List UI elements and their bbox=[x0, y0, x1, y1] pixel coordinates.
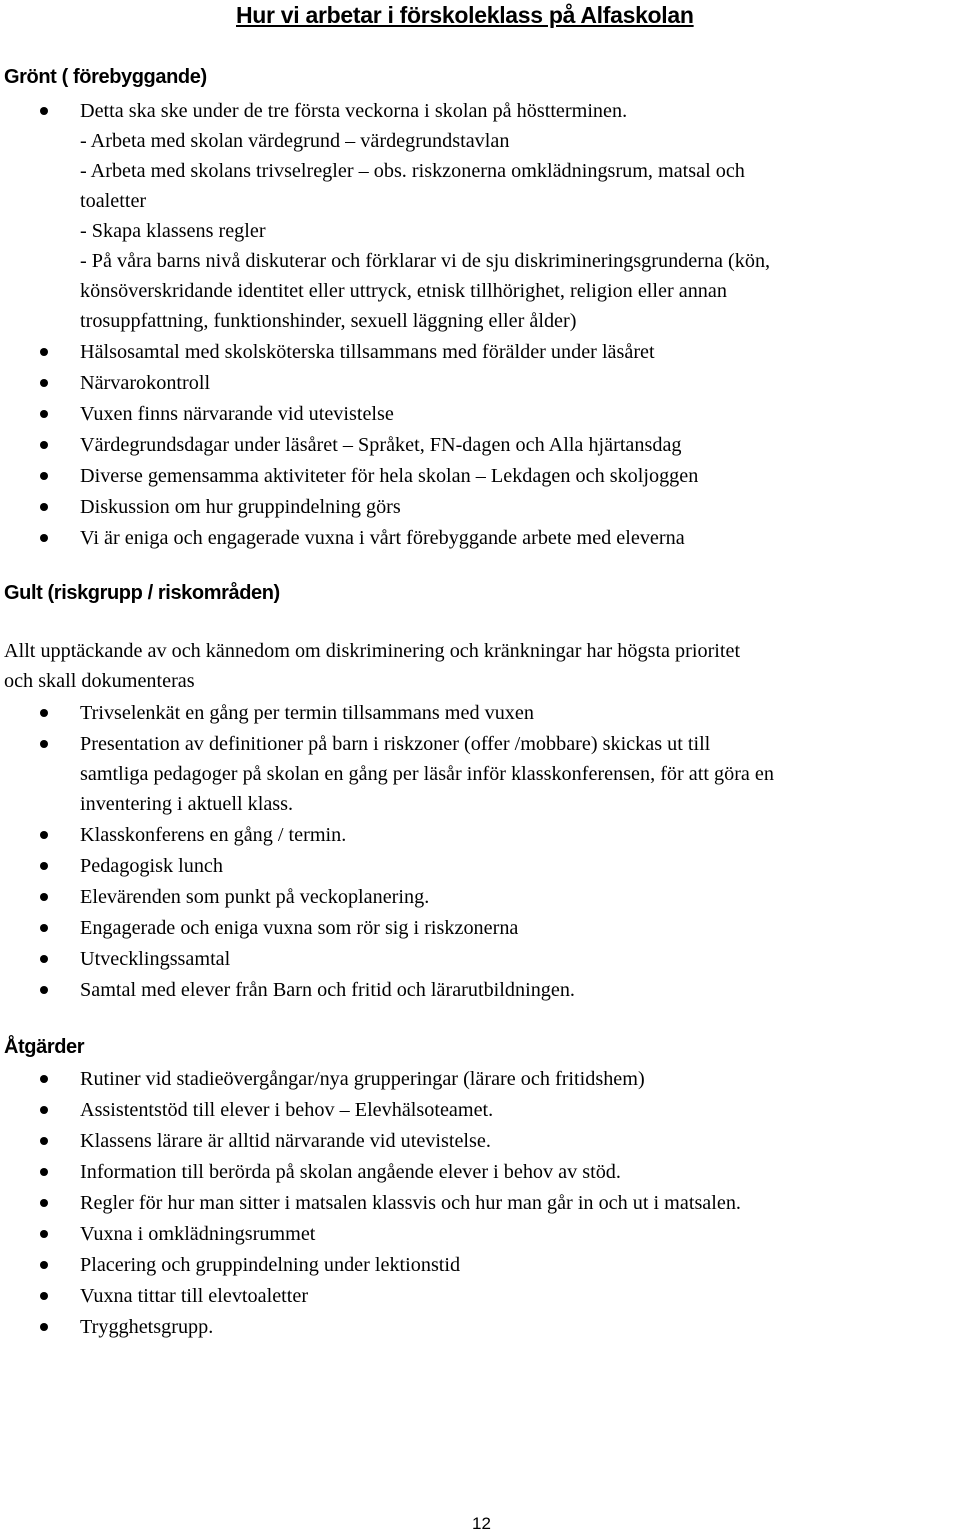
list-item-line: - Skapa klassens regler bbox=[80, 220, 266, 242]
bullet-icon bbox=[40, 472, 48, 480]
bullet-icon bbox=[40, 1292, 48, 1300]
list-item-line: Detta ska ske under de tre första veckorna i skolan på höstterminen. bbox=[80, 100, 628, 122]
list-item-line: Klasskonferens en gång / termin. bbox=[80, 824, 347, 846]
bullet-icon bbox=[40, 441, 48, 449]
list-item-line: Diverse gemensamma aktiviteter för hela skolan – Lekdagen och skoljoggen bbox=[80, 465, 699, 487]
list-item bbox=[0, 1281, 960, 1311]
page-title: Hur vi arbetar i förskoleklass på Alfaskolan bbox=[236, 2, 694, 28]
list-item-line: Trygghetsgrupp. bbox=[80, 1316, 214, 1338]
bullet-icon bbox=[40, 1168, 48, 1176]
list-item-line: Diskussion om hur gruppindelning görs bbox=[80, 496, 401, 518]
bullet-icon bbox=[40, 862, 48, 870]
list-item bbox=[0, 1219, 960, 1249]
list-item bbox=[0, 1250, 960, 1280]
list-item bbox=[0, 96, 960, 336]
bullet-icon bbox=[40, 1323, 48, 1331]
bullet-icon bbox=[40, 709, 48, 717]
bullet-icon bbox=[40, 986, 48, 994]
bullet-icon bbox=[40, 740, 48, 748]
list-item-line: Hälsosamtal med skolsköterska tillsammans med förälder under läsåret bbox=[80, 341, 655, 363]
list-item bbox=[0, 368, 960, 398]
list-item bbox=[0, 1312, 960, 1342]
bullet-icon bbox=[40, 410, 48, 418]
bullet-icon bbox=[40, 379, 48, 387]
list-item-line: Rutiner vid stadieövergångar/nya grupperingar (lärare och fritidshem) bbox=[80, 1068, 645, 1090]
bullet-icon bbox=[40, 831, 48, 839]
bullet-icon bbox=[40, 924, 48, 932]
bullet-icon bbox=[40, 1230, 48, 1238]
list-item bbox=[0, 820, 960, 850]
yellow-list bbox=[0, 698, 960, 1006]
yellow-intro-line-1: Allt upptäckande av och kännedom om diskriminering och kränkningar har högsta prioritet bbox=[4, 640, 741, 662]
list-item-line: - Arbeta med skolans trivselregler – obs. riskzonerna omklädningsrum, matsal och bbox=[80, 160, 745, 182]
list-item bbox=[0, 944, 960, 974]
list-item-line: Vuxna tittar till elevtoaletter bbox=[80, 1285, 309, 1307]
list-item bbox=[0, 882, 960, 912]
list-item-line: Värdegrundsdagar under läsåret – Språket, FN-dagen och Alla hjärtansdag bbox=[80, 434, 682, 456]
bullet-icon bbox=[40, 1137, 48, 1145]
list-item-line: Elevärenden som punkt på veckoplanering. bbox=[80, 886, 430, 908]
list-item-line: Vuxen finns närvarande vid utevistelse bbox=[80, 403, 394, 425]
bullet-icon bbox=[40, 893, 48, 901]
list-item bbox=[0, 975, 960, 1005]
list-item bbox=[0, 1126, 960, 1156]
list-item bbox=[0, 698, 960, 728]
bullet-icon bbox=[40, 1106, 48, 1114]
list-item bbox=[0, 523, 960, 553]
section-heading-actions: Åtgärder bbox=[4, 1036, 85, 1058]
actions-list bbox=[0, 1064, 960, 1343]
list-item-line: trosuppfattning, funktionshinder, sexuell läggning eller ålder) bbox=[80, 310, 577, 332]
list-item bbox=[0, 430, 960, 460]
bullet-icon bbox=[40, 1199, 48, 1207]
list-item-line: Presentation av definitioner på barn i riskzoner (offer /mobbare) skickas ut till bbox=[80, 733, 711, 755]
list-item bbox=[0, 729, 960, 819]
list-item bbox=[0, 1095, 960, 1125]
list-item-line: Närvarokontroll bbox=[80, 372, 211, 394]
bullet-icon bbox=[40, 1261, 48, 1269]
list-item-line: - På våra barns nivå diskuterar och förklarar vi de sju diskrimineringsgrunderna (kön, bbox=[80, 250, 771, 272]
yellow-intro-line-2: och skall dokumenteras bbox=[4, 670, 195, 692]
list-item bbox=[0, 399, 960, 429]
list-item-line: Engagerade och eniga vuxna som rör sig i riskzonerna bbox=[80, 917, 519, 939]
list-item-line: inventering i aktuell klass. bbox=[80, 793, 294, 815]
list-item-line: könsöverskridande identitet eller uttryck, etnisk tillhörighet, religion eller annan bbox=[80, 280, 727, 302]
list-item-line: Klassens lärare är alltid närvarande vid utevistelse. bbox=[80, 1130, 491, 1152]
yellow-intro bbox=[4, 636, 956, 696]
list-item-line: toaletter bbox=[80, 190, 147, 212]
list-item-line: samtliga pedagoger på skolan en gång per läsår inför klasskonferensen, för att göra en bbox=[80, 763, 774, 785]
green-list bbox=[0, 96, 960, 554]
list-item-line: Information till berörda på skolan angående elever i behov av stöd. bbox=[80, 1161, 621, 1183]
section-heading-green: Grönt ( förebyggande) bbox=[4, 66, 207, 88]
list-item-line: Pedagogisk lunch bbox=[80, 855, 223, 877]
bullet-icon bbox=[40, 348, 48, 356]
list-item-line: Regler för hur man sitter i matsalen klassvis och hur man går in och ut i matsalen. bbox=[80, 1192, 741, 1214]
list-item bbox=[0, 461, 960, 491]
list-item-line: Trivselenkät en gång per termin tillsammans med vuxen bbox=[80, 702, 534, 724]
list-item bbox=[0, 851, 960, 881]
list-item-line: Placering och gruppindelning under lektionstid bbox=[80, 1254, 461, 1276]
list-item bbox=[0, 913, 960, 943]
list-item-line: Utvecklingssamtal bbox=[80, 948, 231, 970]
list-item bbox=[0, 1064, 960, 1094]
list-item-line: Samtal med elever från Barn och fritid och lärarutbildningen. bbox=[80, 979, 575, 1001]
list-item bbox=[0, 492, 960, 522]
bullet-icon bbox=[40, 955, 48, 963]
page-number: 12 bbox=[472, 1514, 491, 1533]
list-item bbox=[0, 337, 960, 367]
bullet-icon bbox=[40, 534, 48, 542]
bullet-icon bbox=[40, 1075, 48, 1083]
list-item-line: - Arbeta med skolan värdegrund – värdegrundstavlan bbox=[80, 130, 510, 152]
list-item-line: Assistentstöd till elever i behov – Elevhälsoteamet. bbox=[80, 1099, 494, 1121]
list-item bbox=[0, 1188, 960, 1218]
section-heading-yellow: Gult (riskgrupp / riskområden) bbox=[4, 582, 280, 604]
bullet-icon bbox=[40, 107, 48, 115]
bullet-icon bbox=[40, 503, 48, 511]
list-item-line: Vi är eniga och engagerade vuxna i vårt förebyggande arbete med eleverna bbox=[80, 527, 685, 549]
list-item bbox=[0, 1157, 960, 1187]
list-item-line: Vuxna i omklädningsrummet bbox=[80, 1223, 316, 1245]
